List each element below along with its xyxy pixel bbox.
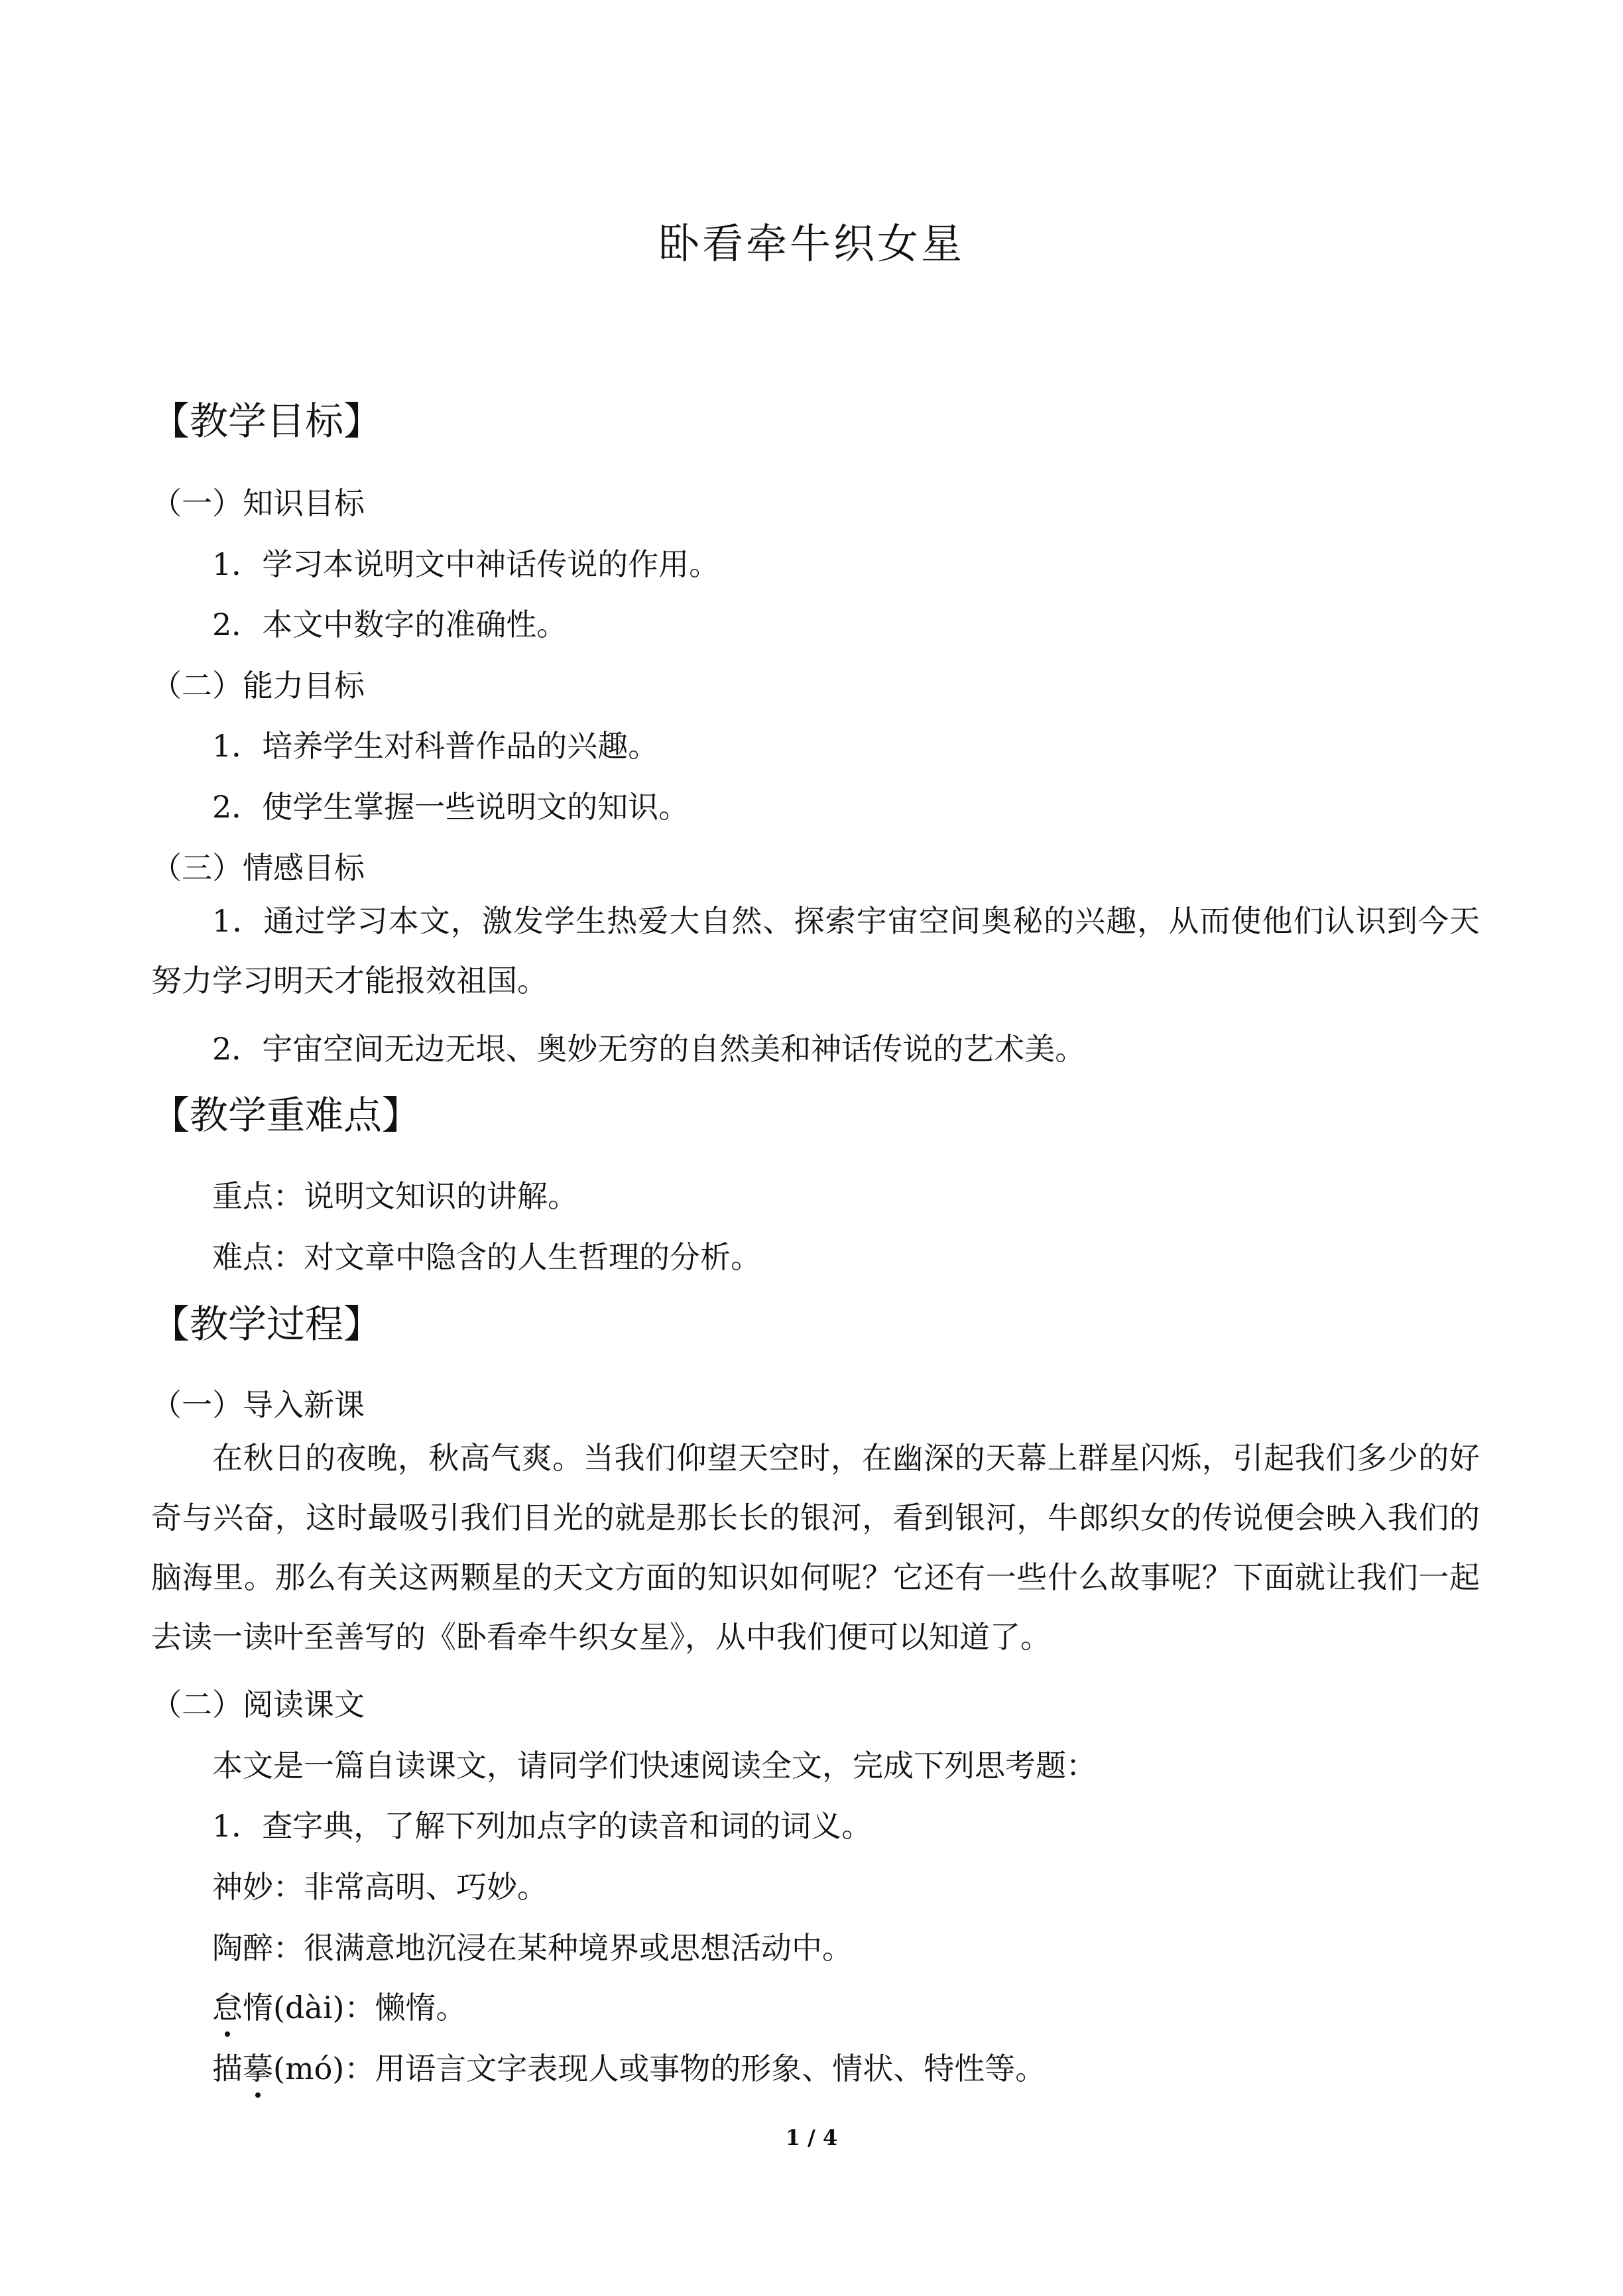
vocab-definition: 惰(dài)：懒惰。	[243, 1990, 467, 2025]
goal-item: 2．本文中数字的准确性。	[212, 607, 568, 642]
process-heading-intro: （一）导入新课	[151, 1387, 365, 1423]
vocab-prefix: 描	[212, 2051, 243, 2086]
vocab-item: 神妙：非常高明、巧妙。	[212, 1869, 548, 1905]
dotted-character: 摹	[243, 2045, 273, 2088]
key-point: 重点：说明文知识的讲解。	[212, 1178, 578, 1214]
goal-heading-knowledge: （一）知识目标	[151, 485, 365, 521]
page-number: 1 / 4	[785, 2125, 838, 2150]
goal-item: 2．宇宙空间无边无垠、奥妙无穷的自然美和神话传说的艺术美。	[212, 1031, 1086, 1067]
section-heading-key-points: 【教学重难点】	[151, 1093, 421, 1138]
vocab-item	[212, 2045, 1046, 2088]
goal-heading-emotion: （三）情感目标	[151, 850, 365, 886]
goal-heading-ability: （二）能力目标	[151, 668, 365, 703]
difficult-point: 难点：对文章中隐含的人生哲理的分析。	[212, 1239, 761, 1275]
process-heading-reading: （二）阅读课文	[151, 1687, 365, 1722]
section-heading-process: 【教学过程】	[151, 1301, 383, 1347]
question-1: 1．查字典，了解下列加点字的读音和词的词义。	[212, 1808, 872, 1844]
document-title: 卧看牵牛织女星	[658, 219, 965, 268]
vocab-item: 陶醉：很满意地沉浸在某种境界或思想活动中。	[212, 1930, 853, 1966]
goal-item: 1．学习本说明文中神话传说的作用。	[212, 546, 720, 582]
reading-intro: 本文是一篇自读课文，请同学们快速阅读全文，完成下列思考题：	[212, 1748, 1097, 1783]
section-heading-goals: 【教学目标】	[151, 398, 383, 444]
vocab-item	[212, 1984, 466, 2027]
intro-paragraph: 在秋日的夜晚，秋高气爽。当我们仰望天空时，在幽深的天幕上群星闪烁，引起我们多少的好奇与兴奋，这时最吸引我们目光的就是那长长的银河，看到银河，牛郎织女的传说便会映入我们的脑海里。那么有关这两颗星的天文方面的知识如何呢？它还有一些什么故事呢？下面就让我们一起去读一读叶至善写的《卧看牵牛织女星》，从中我们便可以知道了。	[151, 1440, 1480, 1655]
goal-item-paragraph: 1．通过学习本文，激发学生热爱大自然、探索宇宙空间奥秘的兴趣，从而使他们认识到今天努力学习明天才能报效祖国。	[151, 903, 1480, 998]
goal-item: 1．培养学生对科普作品的兴趣。	[212, 728, 659, 764]
dotted-character: 怠	[212, 1984, 243, 2027]
vocab-definition: (mó)：用语言文字表现人或事物的形象、情状、特性等。	[273, 2051, 1046, 2086]
goal-item: 2．使学生掌握一些说明文的知识。	[212, 789, 690, 825]
